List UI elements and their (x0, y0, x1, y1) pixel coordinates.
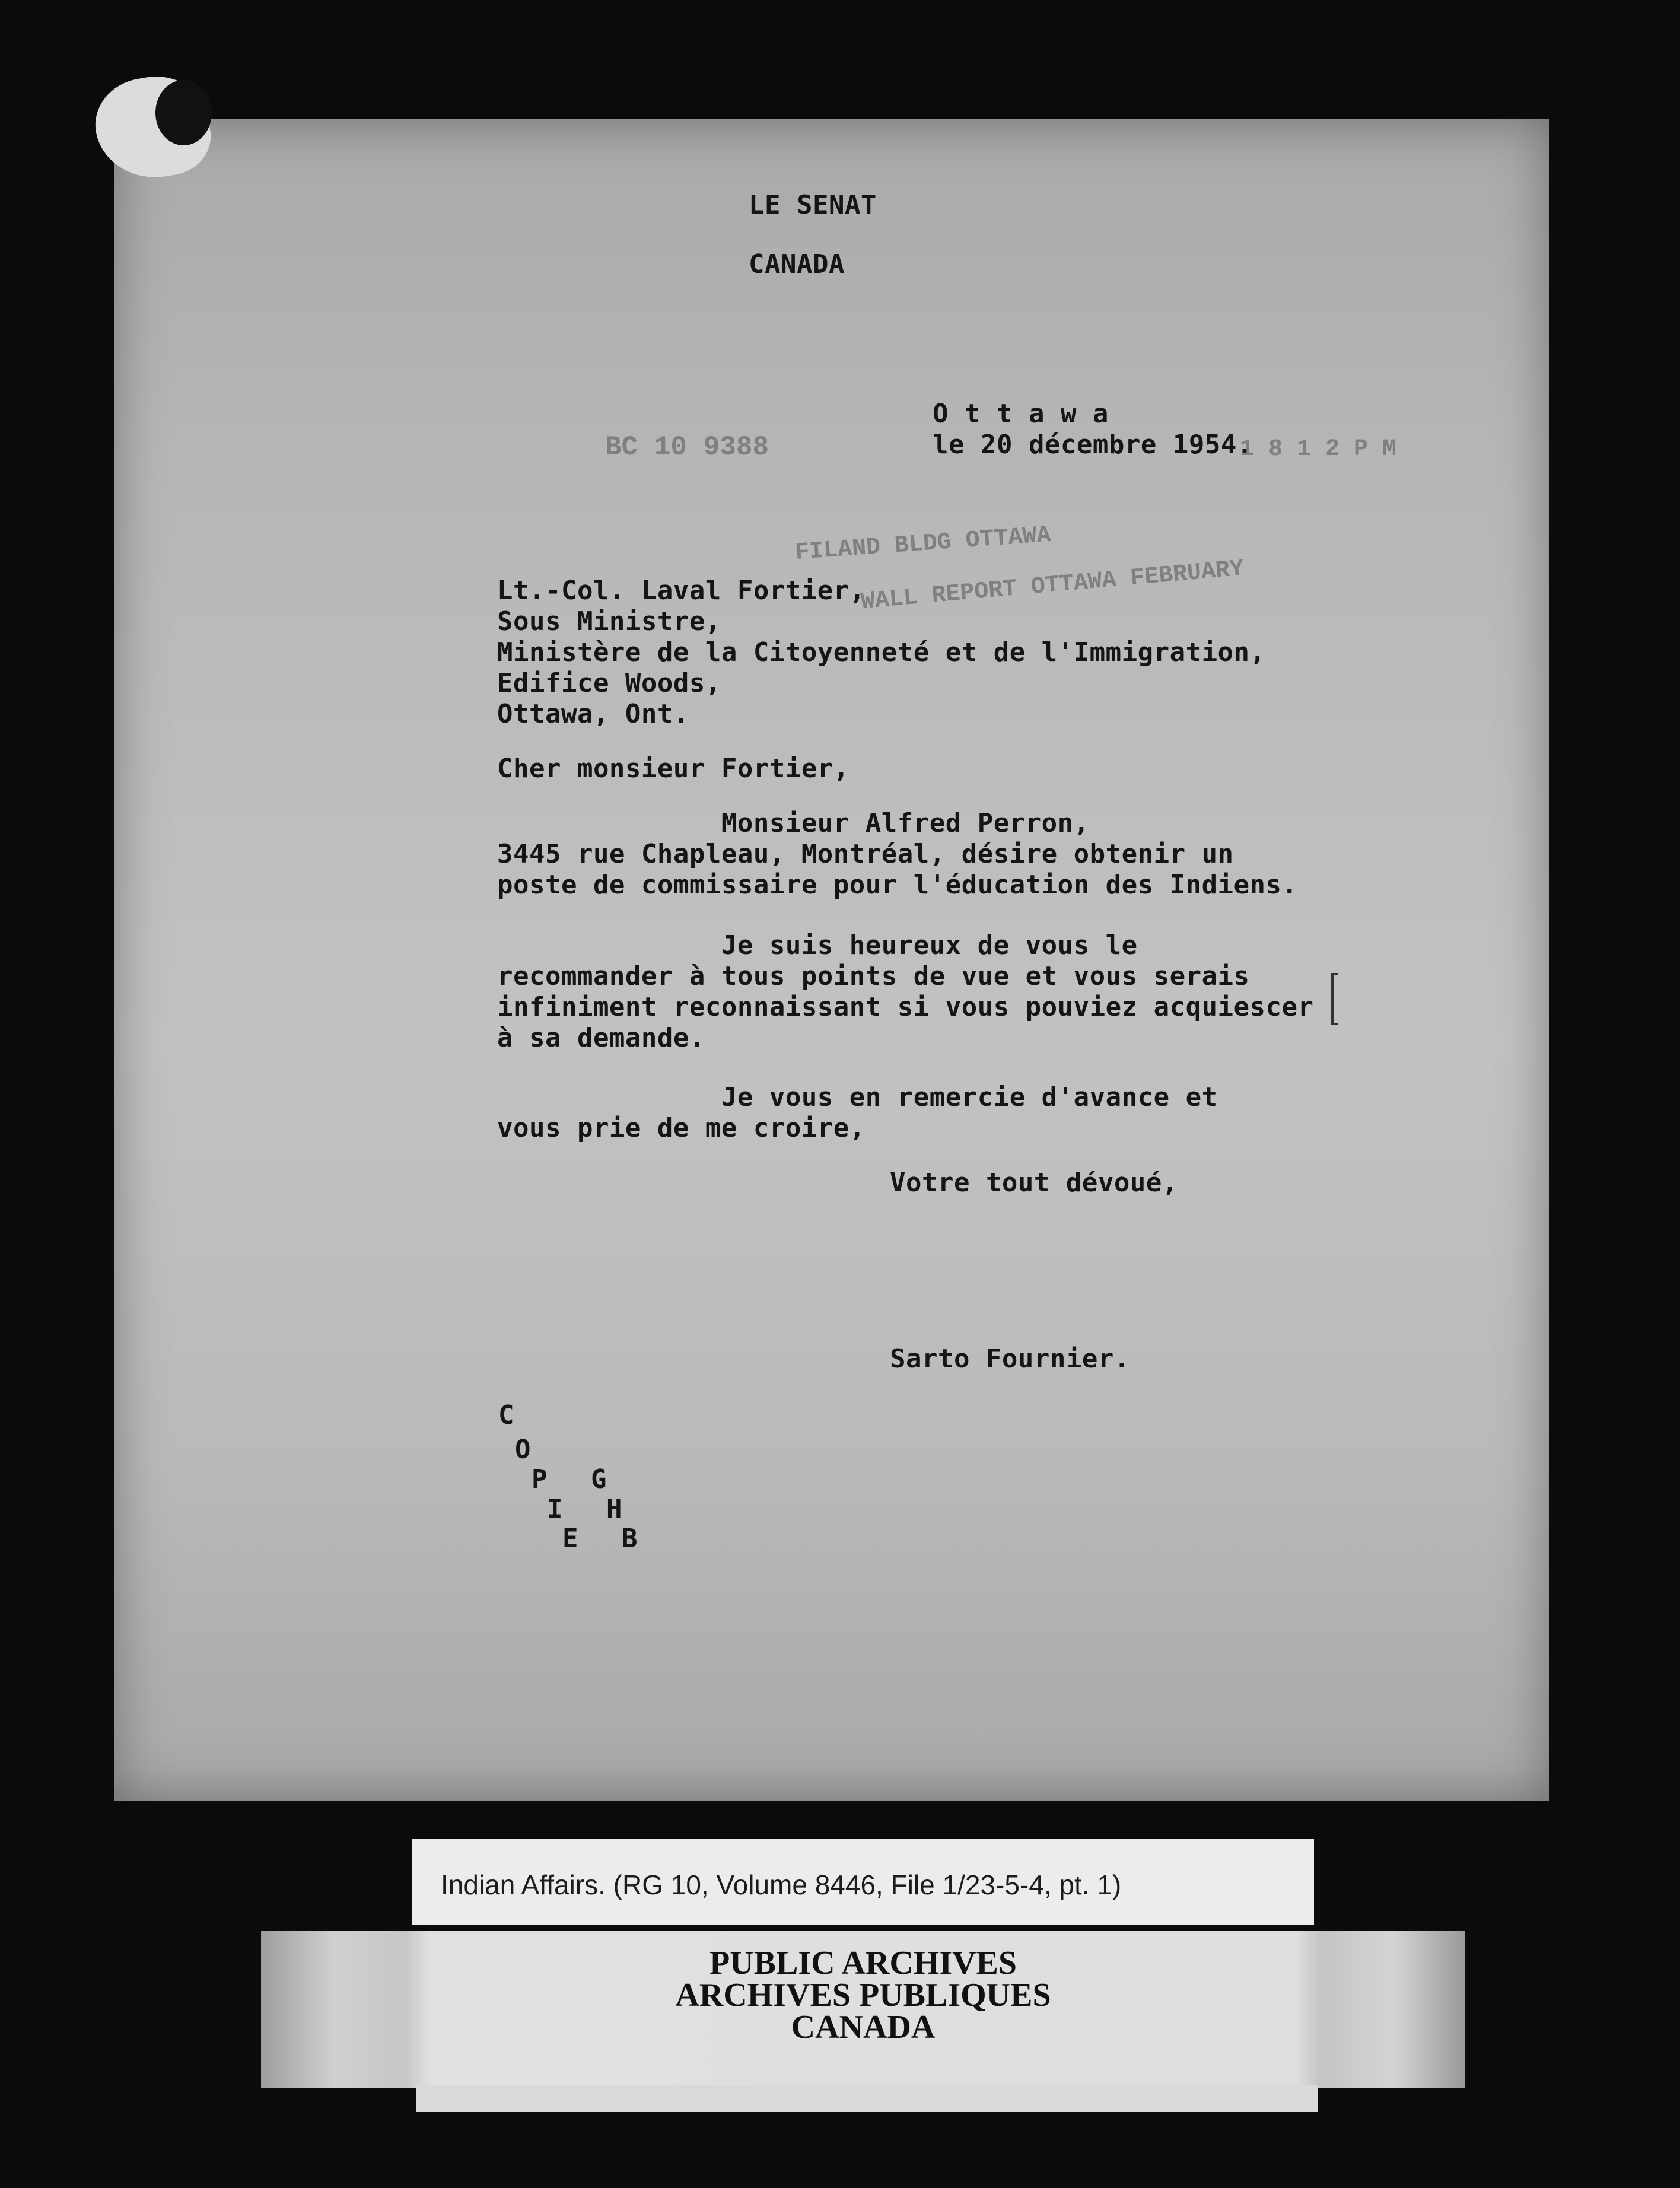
body-paragraph-3: Je vous en remercie d'avance et vous prie de me croire, (497, 1082, 1218, 1143)
signature: Sarto Fournier. (890, 1344, 1130, 1374)
citation-text: Indian Affairs. (RG 10, Volume 8446, File 1/23-5-4, pt. 1) (441, 1869, 1122, 1900)
copie-letter: O (515, 1435, 531, 1465)
archives-line-3: CANADA (791, 2009, 936, 2046)
body-paragraph-1: Monsieur Alfred Perron, 3445 rue Chapleau, Montréal, désire obtenir un poste de commissaire pour l'éducation des Indiens. (497, 808, 1298, 900)
recipient-name: Lt.-Col. Laval Fortier, (497, 575, 866, 606)
label-bottom-edge (416, 2085, 1318, 2112)
recipient-building: Edifice Woods, (497, 668, 721, 698)
closing: Votre tout dévoué, (890, 1168, 1178, 1198)
salutation: Cher monsieur Fortier, (497, 753, 849, 784)
recipient-city: Ottawa, Ont. (497, 699, 689, 729)
paper-hole-shadow (155, 80, 212, 145)
body-paragraph-2: Je suis heureux de vous le recommander à tous points de vue et vous serais infiniment reconnaissant si vous pouviez acquiescer à sa demande. (497, 930, 1314, 1053)
recipient-department: Ministère de la Citoyenneté et de l'Immigration, (497, 637, 1266, 667)
copie-letter: C (498, 1400, 514, 1430)
archives-line-2: ARCHIVES PUBLIQUES (675, 1977, 1051, 2014)
citation-label (412, 1839, 1314, 1925)
copie-letter: H (606, 1494, 622, 1524)
date: le 20 décembre 1954. (933, 430, 1253, 460)
archives-label-strip (261, 1931, 1465, 2088)
copie-letter: G (591, 1464, 607, 1494)
copie-letter: P (532, 1464, 548, 1494)
recipient-title: Sous Ministre, (497, 606, 721, 637)
report-stamp: WALL REPORT OTTAWA FEBRUARY (860, 555, 1245, 616)
time-stamp: 1 8 1 2 P M (1240, 436, 1397, 463)
archives-line-1: PUBLIC ARCHIVES (709, 1945, 1017, 1982)
letterhead-canada: CANADA (749, 249, 845, 279)
margin-bracket-mark (1331, 973, 1338, 1025)
letterhead-senate: LE SENAT (749, 190, 877, 220)
received-stamp: FILAND BLDG OTTAWA (794, 521, 1052, 567)
file-number-stamp: BC 10 9388 (605, 432, 769, 463)
copie-letter: B (622, 1524, 638, 1554)
copie-letter: E (562, 1524, 578, 1554)
place: O t t a w a (933, 399, 1109, 429)
copie-letter: I (547, 1494, 563, 1524)
